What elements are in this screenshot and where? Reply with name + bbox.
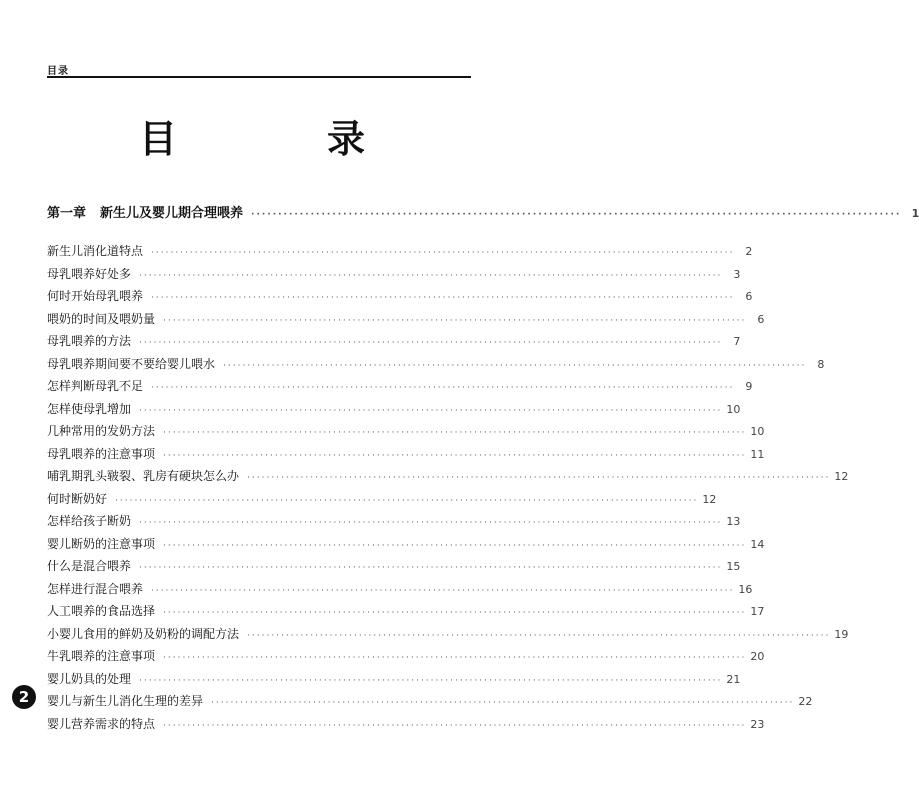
leader-dots: ························································································································ bbox=[247, 473, 831, 483]
toc-entry-page: 22 bbox=[798, 695, 813, 708]
toc-entry-page: 23 bbox=[750, 717, 765, 731]
toc-entry-page: 20 bbox=[750, 650, 765, 663]
chapter-page: 1 bbox=[911, 207, 919, 220]
toc-entry-title: 几种常用的发奶方法 bbox=[47, 424, 156, 438]
toc-entry[interactable] bbox=[47, 533, 765, 556]
toc-entry-title: 什么是混合喂养 bbox=[47, 559, 132, 573]
toc-entry-page: 7 bbox=[733, 335, 741, 348]
toc-entry-page: 8 bbox=[817, 357, 825, 371]
leader-dots: ························································································································ bbox=[139, 270, 723, 281]
leader-dots: ························································································································ bbox=[139, 338, 723, 348]
leader-dots: ························································································································ bbox=[139, 405, 723, 416]
toc-entry-page: 21 bbox=[726, 672, 741, 686]
leader-dots: ························································································································ bbox=[151, 248, 735, 258]
toc-entry-title: 母乳喂养的方法 bbox=[47, 334, 132, 348]
toc-entry-page: 12 bbox=[834, 470, 849, 483]
toc-entry-title: 怎样使母乳增加 bbox=[47, 401, 132, 416]
toc-entry-title: 怎样进行混合喂养 bbox=[47, 581, 144, 596]
toc-entry[interactable] bbox=[47, 645, 765, 668]
leader-dots: ························································································································ bbox=[163, 450, 747, 461]
leader-dots: ························································································································ bbox=[163, 720, 747, 731]
toc-entry-page: 3 bbox=[733, 267, 741, 281]
toc-entry-title: 新生儿消化道特点 bbox=[47, 244, 144, 258]
toc-entry-title: 母乳喂养的注意事项 bbox=[47, 446, 156, 461]
leader-dots: ························································································································ bbox=[247, 630, 831, 641]
toc-entry-page: 2 bbox=[745, 245, 753, 258]
toc-entry[interactable] bbox=[47, 330, 741, 353]
toc-entry[interactable] bbox=[47, 240, 753, 263]
toc-entry-title: 婴儿营养需求的特点 bbox=[47, 716, 156, 731]
toc-entry-page: 17 bbox=[750, 605, 765, 618]
toc-entry[interactable] bbox=[47, 375, 753, 398]
leader-dots: ························································································································ bbox=[211, 698, 795, 708]
toc-entry[interactable] bbox=[47, 623, 849, 646]
toc-entry-title: 婴儿奶具的处理 bbox=[47, 671, 132, 686]
toc-entry-title: 哺乳期乳头皲裂、乳房有硬块怎么办 bbox=[47, 469, 240, 483]
toc-entry[interactable] bbox=[47, 263, 741, 286]
toc-entry[interactable] bbox=[47, 308, 765, 331]
toc-entry[interactable] bbox=[47, 285, 753, 308]
toc-entry-title: 喂奶的时间及喂奶量 bbox=[47, 311, 156, 326]
toc-entry-page: 13 bbox=[726, 515, 741, 528]
toc-entry[interactable] bbox=[47, 510, 741, 533]
toc-entry[interactable] bbox=[47, 690, 813, 713]
leader-dots: ························································································································ bbox=[151, 383, 735, 393]
leader-dots: ························································································································ bbox=[115, 495, 699, 506]
toc-entry-page: 10 bbox=[726, 402, 741, 416]
toc-entry-page: 6 bbox=[745, 290, 753, 303]
chapter-heading[interactable] bbox=[47, 200, 919, 228]
toc-entry-title: 怎样判断母乳不足 bbox=[47, 379, 144, 393]
toc-entry[interactable] bbox=[47, 668, 741, 691]
toc-entry[interactable] bbox=[47, 443, 765, 466]
toc-entry-title: 牛乳喂养的注意事项 bbox=[47, 649, 156, 663]
toc-entry[interactable] bbox=[47, 420, 765, 443]
toc-entry-title: 何时开始母乳喂养 bbox=[47, 289, 144, 303]
leader-dots: ························································································································ bbox=[163, 315, 747, 326]
leader-dots: ························································································································ bbox=[139, 675, 723, 686]
leader-dots: ························································································································ bbox=[163, 540, 747, 551]
toc-entry-page: 14 bbox=[750, 537, 765, 551]
toc-entry-page: 10 bbox=[750, 425, 765, 438]
header-rule bbox=[47, 76, 471, 78]
leader-dots: ························································································································ bbox=[151, 293, 735, 303]
toc-entry[interactable] bbox=[47, 465, 849, 488]
toc-entry[interactable] bbox=[47, 578, 753, 601]
toc-entry-page: 16 bbox=[738, 582, 753, 596]
toc-entry[interactable] bbox=[47, 555, 741, 578]
toc-entry[interactable] bbox=[47, 713, 765, 736]
leader-dots: ························································································································ bbox=[163, 653, 747, 663]
leader-dots: ························································································································ bbox=[251, 210, 902, 220]
chapter-number: 第一章 bbox=[47, 206, 87, 221]
toc-entry-title: 怎样给孩子断奶 bbox=[47, 514, 132, 528]
toc-entry-title: 婴儿与新生儿消化生理的差异 bbox=[47, 694, 204, 708]
chapter-title: 新生儿及婴儿期合理喂养 bbox=[100, 206, 244, 221]
leader-dots: ························································································································ bbox=[139, 563, 723, 573]
toc-entry-title: 人工喂养的食品选择 bbox=[47, 604, 156, 618]
leader-dots: ························································································································ bbox=[163, 608, 747, 618]
leader-dots: ························································································································ bbox=[151, 585, 735, 596]
toc-entry-title: 母乳喂养好处多 bbox=[47, 266, 132, 281]
leader-dots: ························································································································ bbox=[139, 518, 723, 528]
leader-dots: ························································································································ bbox=[223, 360, 807, 371]
toc-entry-page: 15 bbox=[726, 560, 741, 573]
toc-entry-title: 何时断奶好 bbox=[47, 491, 108, 506]
toc-entry-page: 9 bbox=[745, 380, 753, 393]
toc-entry-page: 19 bbox=[834, 627, 849, 641]
toc-entry[interactable] bbox=[47, 600, 765, 623]
running-header-label: 目录 bbox=[47, 66, 69, 77]
toc-entry-title: 婴儿断奶的注意事项 bbox=[47, 536, 156, 551]
toc-entry-title: 母乳喂养期间要不要给婴儿喂水 bbox=[47, 356, 216, 371]
toc-entry[interactable] bbox=[47, 398, 741, 421]
toc-entry-title: 小婴儿食用的鲜奶及奶粉的调配方法 bbox=[47, 626, 240, 641]
toc-entry-page: 11 bbox=[750, 447, 765, 461]
leader-dots: ························································································································ bbox=[163, 428, 747, 438]
table-of-contents bbox=[47, 200, 919, 735]
toc-entry-list bbox=[47, 240, 849, 735]
page-number-badge: 2 bbox=[12, 685, 36, 709]
toc-entry[interactable] bbox=[47, 353, 825, 376]
toc-entry-page: 12 bbox=[702, 492, 717, 506]
toc-entry-page: 6 bbox=[757, 312, 765, 326]
toc-entry[interactable] bbox=[47, 488, 717, 511]
page-title: 目 录 bbox=[138, 116, 421, 161]
